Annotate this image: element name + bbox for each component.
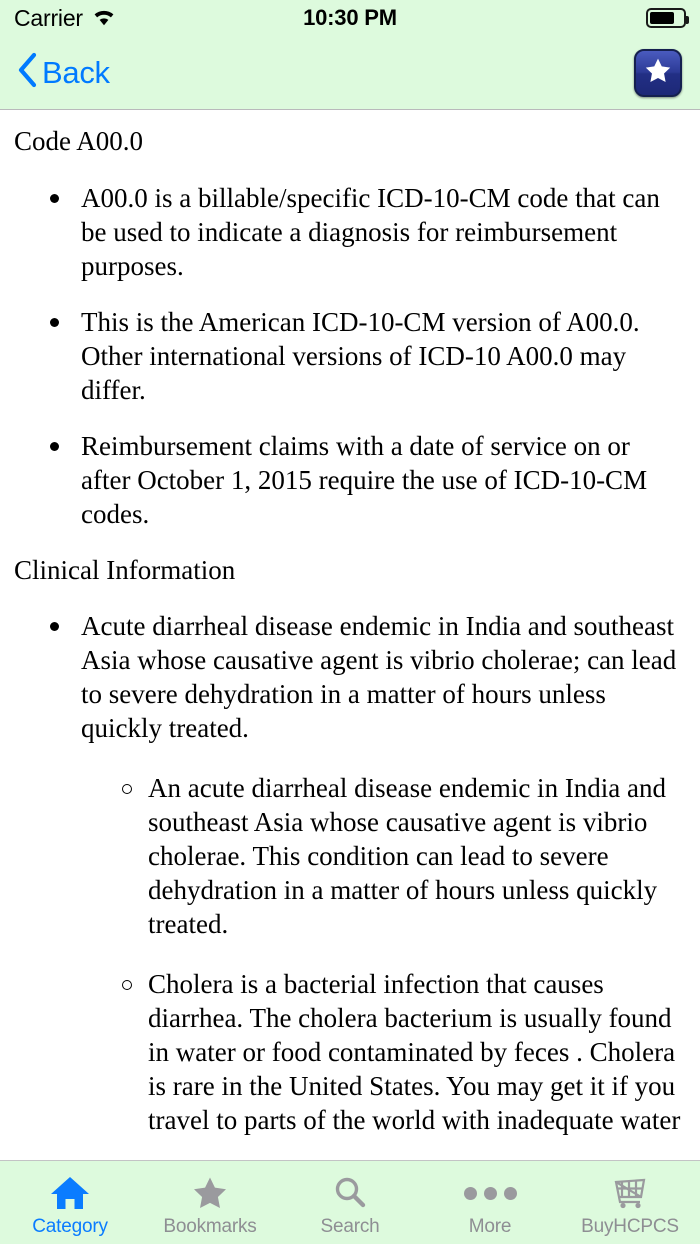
subbullet-list-clinical	[14, 771, 686, 1137]
search-icon	[330, 1173, 370, 1213]
subbullet-item: Cholera is a bacterial infection that causes diarrhea. The cholera bacterium is usually found in water or food contaminated by feces . Cholera is rare in the United States. You may get it if you travel to parts of the world with inadequate water	[14, 967, 686, 1137]
status-bar-right	[646, 8, 686, 28]
section-clinical-information	[14, 553, 686, 1138]
back-button-label: Back	[42, 54, 110, 90]
tab-more-label: More	[468, 1216, 512, 1237]
tab-category-label: Category	[32, 1216, 108, 1237]
tab-buyhcpcs-label: BuyHCPCS	[581, 1216, 679, 1237]
tab-search-label: Search	[320, 1216, 380, 1237]
battery-icon	[646, 8, 686, 28]
navigation-bar	[0, 36, 700, 110]
bullet-item: Reimbursement claims with a date of service on or after October 1, 2015 require the use of ICD-10-CM codes.	[14, 429, 686, 531]
tab-more[interactable]	[420, 1161, 560, 1244]
back-button[interactable]	[16, 52, 110, 93]
subbullet-item: An acute diarrheal disease endemic in India and southeast Asia whose causative agent is vibrio cholerae. This condition can lead to severe dehydration in a matter of hours unless quickly treated.	[14, 771, 686, 941]
bullet-item: Acute diarrheal disease endemic in India and southeast Asia whose causative agent is vibrio cholerae; can lead to severe dehydration in a matter of hours unless quickly treated.	[14, 609, 686, 745]
article-content[interactable]	[0, 110, 700, 1160]
section-code	[14, 124, 686, 531]
status-bar	[0, 0, 700, 36]
section-title-code: Code A00.0	[14, 126, 144, 156]
ellipsis-icon	[464, 1173, 517, 1213]
tab-search[interactable]	[280, 1161, 420, 1244]
clock-label: 10:30 PM	[303, 5, 397, 30]
status-bar-left	[14, 5, 117, 32]
chevron-left-icon	[16, 52, 38, 93]
bullet-list-code	[14, 181, 686, 531]
carrier-label: Carrier	[14, 4, 83, 31]
bullet-list-clinical	[14, 609, 686, 745]
tab-bookmarks-label: Bookmarks	[163, 1216, 257, 1237]
tab-buyhcpcs[interactable]	[560, 1161, 700, 1244]
tab-bar	[0, 1160, 700, 1244]
section-title-clinical-information: Clinical Information	[14, 554, 236, 585]
star-icon	[190, 1173, 230, 1213]
bullet-item: A00.0 is a billable/specific ICD-10-CM code that can be used to indicate a diagnosis for reimbursement purposes.	[14, 181, 686, 283]
favorite-button[interactable]	[634, 49, 682, 97]
cart-icon	[609, 1173, 651, 1213]
tab-bookmarks[interactable]	[140, 1161, 280, 1244]
home-icon	[49, 1173, 91, 1213]
bullet-item: This is the American ICD-10-CM version of A00.0. Other international versions of ICD-10 A00.0 may differ.	[14, 305, 686, 407]
star-icon	[643, 56, 673, 90]
tab-category[interactable]	[0, 1161, 140, 1244]
wifi-icon	[91, 6, 117, 31]
